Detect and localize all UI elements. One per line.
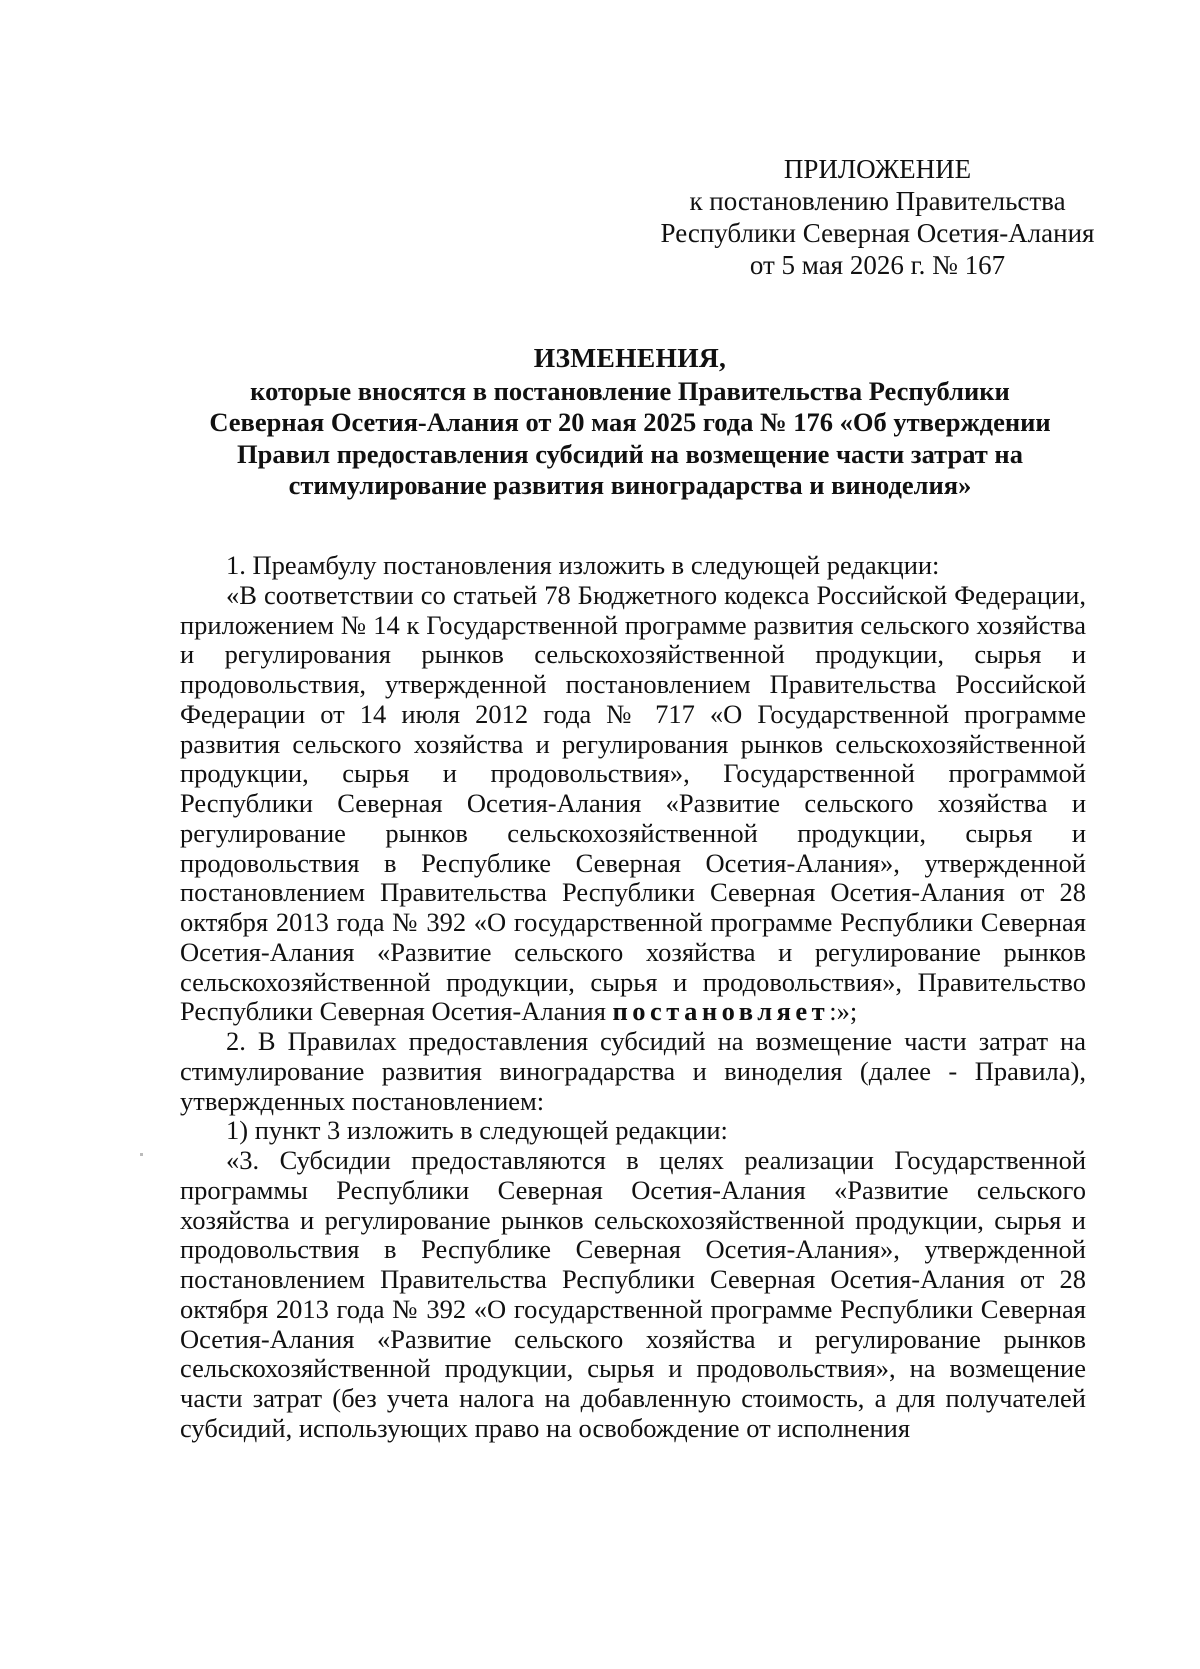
paragraph-1: 1. Преамбулу постановления изложить в следующей редакции: <box>226 550 940 580</box>
resolution-word: постановляет <box>612 996 830 1027</box>
paragraph-4: 1) пункт 3 изложить в следующей редакции: <box>226 1115 728 1146</box>
paragraph-3: 2. В Правилах предоставления субсидий на возмещение части затрат на стимулирование развития виноградарства и виноделия (далее - Правила), утвержденных постановлением: <box>180 1026 1086 1116</box>
scan-speck <box>140 1153 143 1156</box>
appendix-block <box>600 153 1155 281</box>
paragraph-2-text: «В соответствии со статьей 78 Бюджетного кодекса Российской Федерации, приложением № 14 к Государственной программе развития сельского хозяйства и регулирования рынков сельскохозяйственной продукции, сырья и продовольствия, утвержденной постановлением Правительства Российской Федерации от 14 июля 2012 года № 717 «О Государственной программе развития сельского хозяйства и регулирования рынков сельскохозяйственной продукции, сырья и продовольствия», Государственной программой Республики Северная Осетия-Алания «Развитие сельского хозяйства и регулирование рынков сельскохозяйственной продукции, сырья и продовольствия в Республике Северная Осетия-Алания», утвержденной постановлением Правительства Республики Северная Осетия-Алания от 28 октября 2013 года № 392 «О государственной программе Республики Северная Осетия-Алания «Развитие сельского хозяйства и регулирование рынков сельскохозяйственной продукции, сырья и продовольствия», Правительство Республики Северная Осетия-Алания <box>180 579 1086 1027</box>
appendix-line-1: к постановлению Правительства <box>689 186 1066 216</box>
document-body <box>180 551 1086 1444</box>
heading-subtitle: которые вносятся в постановление Правительства Республики Северная Осетия-Алания от 20 мая 2025 года № 176 «Об утверждении Правил предоставления субсидий на возмещение части затрат на стимулирование развития виноградарства и виноделия» <box>209 375 1051 500</box>
heading-title: ИЗМЕНЕНИЯ, <box>533 342 727 373</box>
paragraph-5: «3. Субсидии предоставляются в целях реализации Государственной программы Республики Северная Осетия-Алания «Развитие сельского хозяйства и регулирование рынков сельскохозяйственной продукции, сырья и продовольствия в Республике Северная Осетия-Алания», утвержденной постановлением Правительства Республики Северная Осетия-Алания от 28 октября 2013 года № 392 «О государственной программе Республики Северная Осетия-Алания «Развитие сельского хозяйства и регулирование рынков сельскохозяйственной продукции, сырья и продовольствия», на возмещение части затрат (без учета налога на добавленную стоимость, а для получателей субсидий, использующих право на освобождение от исполнения <box>180 1145 1086 1443</box>
paragraph-2 <box>180 581 1086 1027</box>
document-heading <box>165 342 1095 502</box>
appendix-line-3: от 5 мая 2026 г. № 167 <box>749 250 1006 280</box>
appendix-line-2: Республики Северная Осетия-Алания <box>660 218 1095 248</box>
appendix-title: ПРИЛОЖЕНИЕ <box>783 154 972 184</box>
paragraph-2-end: :»; <box>829 996 858 1027</box>
